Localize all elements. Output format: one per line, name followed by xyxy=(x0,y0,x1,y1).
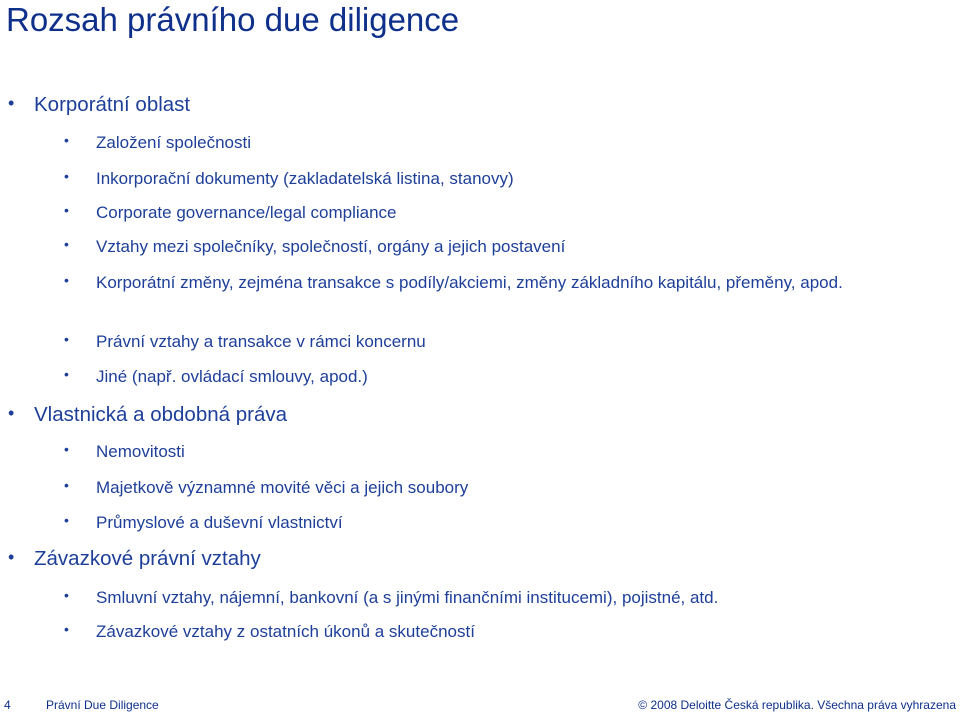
list-item: Průmyslové a duševní vlastnictví xyxy=(96,513,343,532)
list-item: Založení společnosti xyxy=(96,133,251,152)
bullet-icon: • xyxy=(64,272,69,288)
bullet-icon: • xyxy=(64,587,69,603)
bullet-icon: • xyxy=(64,366,69,382)
list-item: Korporátní změny, zejména transakce s podíly/akciemi, změny základního kapitálu, přeměny, apod. xyxy=(96,273,843,292)
bullet-icon: • xyxy=(64,512,69,528)
section-heading-corporate: Korporátní oblast xyxy=(34,93,191,116)
list-item: Právní vztahy a transakce v rámci koncernu xyxy=(96,332,426,351)
list-item: Jiné (např. ovládací smlouvy, apod.) xyxy=(96,367,368,386)
page-number: 4 xyxy=(4,698,11,712)
list-item: Závazkové vztahy z ostatních úkonů a skutečností xyxy=(96,622,475,641)
list-item: Vztahy mezi společníky, společností, orgány a jejich postavení xyxy=(96,237,566,256)
section-heading-obligations: Závazkové právní vztahy xyxy=(34,547,261,570)
bullet-icon: • xyxy=(8,93,15,113)
bullet-icon: • xyxy=(64,236,69,252)
bullet-icon: • xyxy=(64,331,69,347)
list-item: Corporate governance/legal compliance xyxy=(96,203,397,222)
bullet-icon: • xyxy=(64,202,69,218)
bullet-icon: • xyxy=(64,477,69,493)
list-item: Inkorporační dokumenty (zakladatelská listina, stanovy) xyxy=(96,169,514,188)
bullet-icon: • xyxy=(64,621,69,637)
slide-title: Rozsah právního due diligence xyxy=(6,1,460,38)
list-item: Nemovitosti xyxy=(96,442,185,461)
list-item: Majetkově významné movité věci a jejich soubory xyxy=(96,478,469,497)
bullet-icon: • xyxy=(8,547,15,567)
footer-title: Právní Due Diligence xyxy=(46,698,159,712)
footer-copyright: © 2008 Deloitte Česká republika. Všechna práva vyhrazena xyxy=(638,698,956,712)
section-heading-property: Vlastnická a obdobná práva xyxy=(34,403,288,426)
list-item: Smluvní vztahy, nájemní, bankovní (a s jinými finančními institucemi), pojistné, atd. xyxy=(96,588,719,607)
bullet-icon: • xyxy=(64,168,69,184)
bullet-icon: • xyxy=(8,403,15,423)
bullet-icon: • xyxy=(64,441,69,457)
bullet-icon: • xyxy=(64,132,69,148)
